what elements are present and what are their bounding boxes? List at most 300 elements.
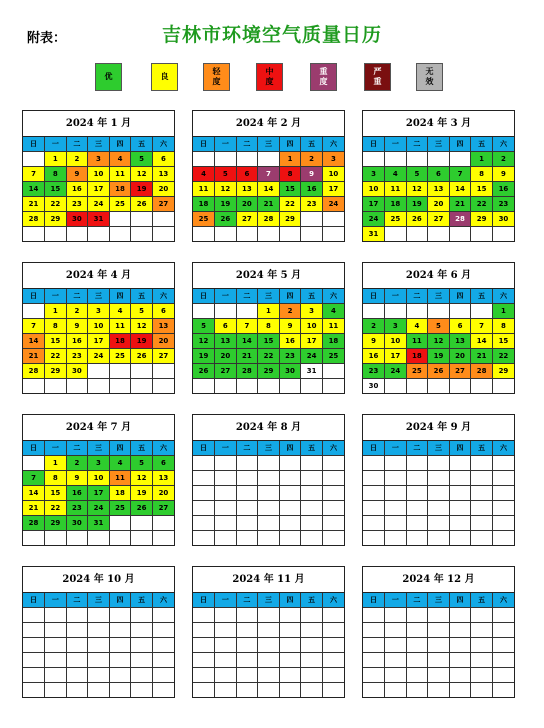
weekday-header: 日 [193,593,215,608]
day-cell [45,683,67,698]
day-cell [449,531,471,546]
day-cell [492,638,514,653]
day-cell: 15 [492,334,514,349]
week-row [23,683,174,698]
day-cell: 23 [66,501,88,516]
day-cell: 16 [66,334,88,349]
legend-label-char: 轻 [212,67,221,76]
day-cell: 25 [385,212,407,227]
day-cell [363,304,385,319]
day-cell: 3 [385,319,407,334]
day-cell [385,623,407,638]
day-cell [215,379,237,394]
day-cell [215,653,237,668]
day-cell [279,668,301,683]
day-cell [471,653,493,668]
day-cell [215,486,237,501]
day-cell [236,486,258,501]
day-cell: 24 [301,349,323,364]
day-cell [385,501,407,516]
day-cell [131,623,153,638]
weekday-header: 三 [428,137,450,152]
day-cell: 14 [23,486,45,501]
day-cell [45,638,67,653]
legend-label-char: 重 [373,77,382,86]
day-cell [428,471,450,486]
day-cell: 13 [152,167,174,182]
day-cell [152,608,174,623]
day-cell: 16 [279,334,301,349]
day-cell: 26 [193,364,215,379]
day-cell [385,304,407,319]
day-cell [109,212,131,227]
day-cell [236,608,258,623]
week-row [363,638,514,653]
day-cell: 22 [279,197,301,212]
day-cell [492,456,514,471]
day-cell: 8 [45,319,67,334]
week-row [363,182,514,197]
weekday-header: 三 [88,441,110,456]
day-cell: 8 [258,319,280,334]
day-cell [363,471,385,486]
day-cell [193,516,215,531]
weekday-header: 四 [109,137,131,152]
day-cell: 25 [109,197,131,212]
day-cell [322,501,344,516]
legend-label-char: 严 [373,67,382,76]
day-cell: 14 [449,182,471,197]
week-row [193,167,344,182]
day-cell [258,638,280,653]
day-cell [301,471,323,486]
month-title: 2024 年 11 月 [193,567,344,593]
day-cell: 30 [279,364,301,379]
month-calendar [192,262,345,394]
day-cell [131,516,153,531]
day-cell: 17 [322,182,344,197]
weekday-header: 四 [279,593,301,608]
day-cell: 22 [471,197,493,212]
weekday-header: 五 [471,441,493,456]
day-cell [363,486,385,501]
day-cell: 19 [215,197,237,212]
day-cell [363,638,385,653]
day-cell: 20 [215,349,237,364]
day-cell [258,623,280,638]
day-cell [236,152,258,167]
day-cell [152,683,174,698]
weekday-header: 六 [492,137,514,152]
day-cell [449,456,471,471]
day-cell: 21 [23,501,45,516]
week-row [363,334,514,349]
day-cell [301,668,323,683]
day-cell: 28 [258,212,280,227]
day-cell: 18 [109,486,131,501]
day-cell [471,486,493,501]
day-cell [23,608,45,623]
weekday-header: 二 [406,593,428,608]
legend-label-char: 良 [160,72,169,81]
day-cell: 25 [322,349,344,364]
day-cell: 2 [66,456,88,471]
month-calendar [192,566,345,698]
day-cell: 27 [152,501,174,516]
day-cell [23,531,45,546]
day-cell: 21 [23,197,45,212]
month-title: 2024 年 1 月 [23,111,174,137]
day-cell [236,379,258,394]
weekday-header: 五 [131,441,153,456]
weekday-header: 三 [258,289,280,304]
day-cell [471,379,493,394]
day-cell [279,227,301,242]
day-cell: 26 [131,349,153,364]
week-row [193,379,344,394]
day-cell [23,623,45,638]
weekday-header: 日 [23,137,45,152]
weekday-header: 六 [322,289,344,304]
day-cell [492,379,514,394]
week-row [193,182,344,197]
day-cell [109,364,131,379]
day-cell: 1 [45,304,67,319]
weekday-header: 一 [215,137,237,152]
week-row [363,516,514,531]
day-cell: 11 [109,167,131,182]
weekday-header: 六 [152,137,174,152]
day-cell [385,379,407,394]
weekday-header: 一 [45,441,67,456]
day-cell: 8 [45,167,67,182]
day-cell: 9 [363,334,385,349]
day-cell [279,516,301,531]
day-cell: 5 [131,152,153,167]
day-cell [109,227,131,242]
weekday-header: 四 [449,137,471,152]
week-row [23,608,174,623]
day-cell [131,531,153,546]
legend-item [416,63,443,91]
day-cell: 8 [279,167,301,182]
day-cell: 25 [406,364,428,379]
day-cell [363,623,385,638]
day-cell: 10 [301,319,323,334]
day-cell [322,683,344,698]
day-cell: 9 [66,167,88,182]
weekday-header: 日 [23,441,45,456]
day-cell [152,638,174,653]
weekday-header: 日 [193,289,215,304]
day-cell: 24 [363,212,385,227]
day-cell [406,683,428,698]
day-cell: 21 [258,197,280,212]
day-cell [23,683,45,698]
day-cell [215,501,237,516]
day-cell [322,608,344,623]
week-row [363,653,514,668]
day-cell [193,683,215,698]
day-cell: 12 [131,319,153,334]
day-cell [152,212,174,227]
legend-label-char: 度 [265,77,274,86]
day-cell: 18 [109,334,131,349]
day-cell: 7 [236,319,258,334]
weekday-header: 五 [131,593,153,608]
day-cell: 4 [322,304,344,319]
month-calendar [22,566,175,698]
day-cell: 22 [45,501,67,516]
day-cell [385,653,407,668]
day-cell: 26 [428,364,450,379]
day-cell [385,608,407,623]
day-cell: 9 [66,319,88,334]
day-cell: 15 [279,182,301,197]
weekday-header: 一 [45,137,67,152]
day-cell [471,471,493,486]
day-cell [471,668,493,683]
day-cell [385,516,407,531]
legend-item [203,63,230,91]
day-cell [193,668,215,683]
day-cell: 27 [236,212,258,227]
day-cell [23,668,45,683]
week-row [23,516,174,531]
weekday-header: 五 [471,137,493,152]
day-cell: 31 [88,516,110,531]
week-row [363,167,514,182]
day-cell [236,653,258,668]
day-cell [385,668,407,683]
day-cell [258,668,280,683]
day-cell [385,486,407,501]
day-cell [236,456,258,471]
day-cell: 7 [258,167,280,182]
week-row [193,501,344,516]
day-cell [109,683,131,698]
weekday-header: 三 [88,593,110,608]
day-cell: 14 [236,334,258,349]
day-cell [363,152,385,167]
day-cell [109,653,131,668]
day-cell [363,501,385,516]
day-cell: 24 [322,197,344,212]
day-cell: 27 [152,349,174,364]
day-cell: 17 [301,334,323,349]
day-cell: 27 [215,364,237,379]
week-row [23,319,174,334]
month-title: 2024 年 8 月 [193,415,344,441]
day-cell [449,152,471,167]
day-cell [258,608,280,623]
weekday-header: 日 [23,289,45,304]
day-cell [406,501,428,516]
week-row [23,379,174,394]
day-cell: 1 [258,304,280,319]
day-cell: 9 [66,471,88,486]
day-cell: 6 [449,319,471,334]
day-cell: 20 [236,197,258,212]
day-cell [131,364,153,379]
day-cell [385,531,407,546]
day-cell [215,304,237,319]
day-cell: 29 [471,212,493,227]
day-cell: 22 [45,349,67,364]
legend [0,63,544,93]
week-row [363,668,514,683]
day-cell [131,379,153,394]
day-cell: 2 [492,152,514,167]
day-cell [236,471,258,486]
day-cell: 16 [492,182,514,197]
week-row [193,349,344,364]
day-cell [258,653,280,668]
day-cell: 20 [428,197,450,212]
weekday-header: 一 [215,593,237,608]
day-cell [88,364,110,379]
day-cell [471,304,493,319]
day-cell [301,531,323,546]
week-row [363,319,514,334]
week-row [193,638,344,653]
week-row [23,334,174,349]
weekday-header: 三 [88,137,110,152]
day-cell [492,608,514,623]
day-cell [193,227,215,242]
week-row [23,653,174,668]
legend-label-char: 重 [319,67,328,76]
day-cell: 24 [88,501,110,516]
day-cell: 29 [45,364,67,379]
day-cell: 18 [322,334,344,349]
day-cell: 5 [131,304,153,319]
day-cell [385,152,407,167]
day-cell: 12 [215,182,237,197]
day-cell: 15 [258,334,280,349]
month-calendar [362,110,515,242]
week-row [23,471,174,486]
month-calendar [362,414,515,546]
legend-item [151,63,178,91]
weekday-header: 五 [301,289,323,304]
weekday-header: 四 [109,441,131,456]
day-cell: 1 [279,152,301,167]
day-cell [492,668,514,683]
day-cell [88,653,110,668]
day-cell [66,668,88,683]
weekday-header: 一 [215,289,237,304]
weekday-header: 二 [236,137,258,152]
week-row [363,197,514,212]
day-cell [236,683,258,698]
day-cell [406,531,428,546]
day-cell: 14 [471,334,493,349]
day-cell: 10 [385,334,407,349]
day-cell [406,608,428,623]
week-row [193,486,344,501]
weekday-header: 三 [258,137,280,152]
weekday-header: 二 [66,289,88,304]
day-cell [88,531,110,546]
day-cell [215,152,237,167]
day-cell: 13 [428,182,450,197]
day-cell [236,227,258,242]
day-cell: 3 [88,304,110,319]
month-title: 2024 年 5 月 [193,263,344,289]
legend-label-char: 度 [212,77,221,86]
day-cell [428,152,450,167]
day-cell: 17 [88,182,110,197]
day-cell: 3 [88,456,110,471]
day-cell [406,379,428,394]
weekday-header: 一 [45,289,67,304]
day-cell [449,668,471,683]
weekday-header: 二 [236,593,258,608]
day-cell: 7 [23,167,45,182]
legend-label-char: 效 [425,77,434,86]
day-cell: 7 [23,471,45,486]
day-cell [428,456,450,471]
day-cell: 22 [492,349,514,364]
day-cell [131,212,153,227]
weekday-header: 六 [322,137,344,152]
day-cell: 2 [66,152,88,167]
week-row [193,683,344,698]
day-cell [301,638,323,653]
day-cell: 4 [193,167,215,182]
day-cell [152,653,174,668]
day-cell [471,227,493,242]
month-calendar [22,110,175,242]
day-cell: 26 [406,212,428,227]
day-cell [66,379,88,394]
weekday-header: 日 [363,137,385,152]
day-cell [492,683,514,698]
day-cell: 23 [279,349,301,364]
weekday-header: 一 [385,137,407,152]
day-cell [471,608,493,623]
day-cell: 5 [131,456,153,471]
day-cell [428,486,450,501]
week-row [23,349,174,364]
day-cell [45,653,67,668]
day-cell: 16 [301,182,323,197]
weekday-header: 三 [258,441,280,456]
weekday-header: 六 [492,593,514,608]
day-cell [88,638,110,653]
day-cell: 27 [428,212,450,227]
day-cell: 21 [23,349,45,364]
day-cell: 8 [45,471,67,486]
day-cell: 30 [66,364,88,379]
day-cell [322,456,344,471]
day-cell: 25 [193,212,215,227]
week-row [363,456,514,471]
day-cell [322,227,344,242]
day-cell: 20 [449,349,471,364]
day-cell [471,501,493,516]
day-cell: 29 [45,516,67,531]
day-cell: 18 [385,197,407,212]
day-cell: 19 [428,349,450,364]
month-title: 2024 年 9 月 [363,415,514,441]
day-cell: 3 [88,152,110,167]
day-cell: 20 [152,334,174,349]
weekday-header: 四 [449,441,471,456]
day-cell [492,653,514,668]
day-cell [322,638,344,653]
